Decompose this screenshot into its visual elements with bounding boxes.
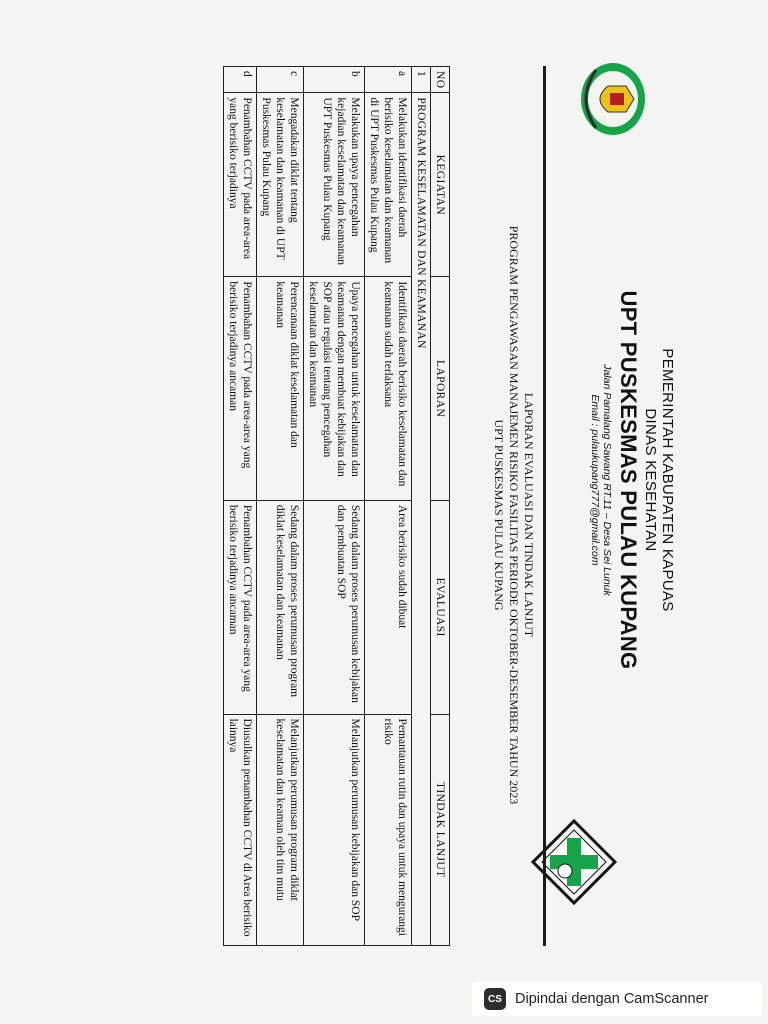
- report-titles: [491, 100, 536, 930]
- row-number: b: [304, 67, 365, 93]
- letterhead-email: Email : pulaukupang777@gmail.com: [589, 394, 601, 566]
- kapuas-regency-emblem-icon: [578, 60, 648, 138]
- letterhead-address: Jalan Pamalang Sawang RT.11 – Desa Sei Lunuk: [601, 364, 613, 596]
- camscanner-label: Dipindai dengan CamScanner: [515, 991, 709, 1007]
- header-evaluasi: EVALUASI: [431, 500, 450, 714]
- camscanner-watermark: [472, 982, 762, 1016]
- table-row: [365, 67, 412, 946]
- cell-laporan: Upaya pencegahan untuk keselamatan dan keamanan dengan membuat kebijakan dan SOP atau regulasi tentang pencegahan keselamatan dan keamanan: [304, 277, 365, 501]
- row-number: d: [224, 67, 257, 93]
- letterhead-divider: [543, 66, 546, 946]
- table-row: [304, 67, 365, 946]
- table-row: [224, 67, 257, 946]
- camscanner-icon: CS: [484, 988, 506, 1010]
- report-institution: UPT PUSKESMAS PULAU KUPANG: [492, 419, 506, 611]
- header-kegiatan: KEGIATAN: [431, 93, 450, 277]
- section-row: [412, 67, 431, 946]
- cell-laporan: Perencanaan diklat keselamatan dan keamanan: [257, 277, 304, 501]
- report-title: LAPORAN EVALUASI DAN TINDAK LANJUT: [522, 392, 536, 638]
- header-tindak-lanjut: TINDAK LANJUT: [431, 714, 450, 945]
- header-no: NO: [431, 67, 450, 93]
- section-number: 1: [412, 67, 431, 93]
- cell-kegiatan: Mengadakan diklat tentang keselamatan dan keamanan di UPT Puskesmas Pulau Kupang: [257, 93, 304, 277]
- row-number: c: [257, 67, 304, 93]
- cell-laporan: Identifikasi daerah berisiko keselamatan dan keamanan sudah terlaksana: [365, 277, 412, 501]
- letterhead-department: DINAS KESEHATAN: [642, 408, 659, 552]
- cell-evaluasi: Sedang dalam proses perumusan program diklat keselamatan dan keamanan: [257, 500, 304, 714]
- letterhead-institution: UPT PUSKESMAS PULAU KUPANG: [616, 290, 641, 670]
- cell-tindak-lanjut: Diusulkan penambahan CCTV di Area berisiko lainnya: [224, 714, 257, 945]
- cell-kegiatan: Melakukan identifikasi daerah berisiko keselamatan dan keamanan di UPT Puskesmas Pulau Kupang: [365, 93, 412, 277]
- cell-evaluasi: Penambahan CCTV pada area-area yang berisiko terjadinya ancaman: [224, 500, 257, 714]
- row-number: a: [365, 67, 412, 93]
- cell-kegiatan: Penambahan CCTV pada area-area yang berisiko terjadinya: [224, 93, 257, 277]
- cell-evaluasi: Sedang dalam proses perumusan kebijakan dan pembuatan SOP: [304, 500, 365, 714]
- table-header-row: [431, 67, 450, 946]
- header-laporan: LAPORAN: [431, 277, 450, 501]
- report-subtitle: PROGRAM PENGAWASAN MANAJEMEN RISIKO FASILITAS PERIODE OKTOBER-DESEMBER TAHUN 2023: [507, 225, 521, 805]
- cell-tindak-lanjut: Pemantauan rutin dan upaya untuk mengurangi risiko: [365, 714, 412, 945]
- table-row: [257, 67, 304, 946]
- cell-evaluasi: Area berisiko sudah dibuat: [365, 500, 412, 714]
- cell-laporan: Penambahan CCTV pada area-area yang berisiko terjadinya ancaman: [224, 277, 257, 501]
- section-label: PROGRAM KESELAMATAN DAN KEAMANAN: [412, 93, 431, 946]
- cell-kegiatan: Melakukan upaya pencegahan kejadian keselamatan dan keamanan UPT Puskesmas Pulau Kupang: [304, 93, 365, 277]
- cell-tindak-lanjut: Melanjutkan perumusan program diklat keselamatan dan keaman oleh tim mutu: [257, 714, 304, 945]
- cell-tindak-lanjut: Melanjutkan perumusan kebijakan dan SOP: [304, 714, 365, 945]
- letterhead: [589, 160, 676, 800]
- letterhead-government: PEMERINTAH KABUPATEN KAPUAS: [659, 348, 676, 612]
- evaluation-table: [223, 66, 450, 946]
